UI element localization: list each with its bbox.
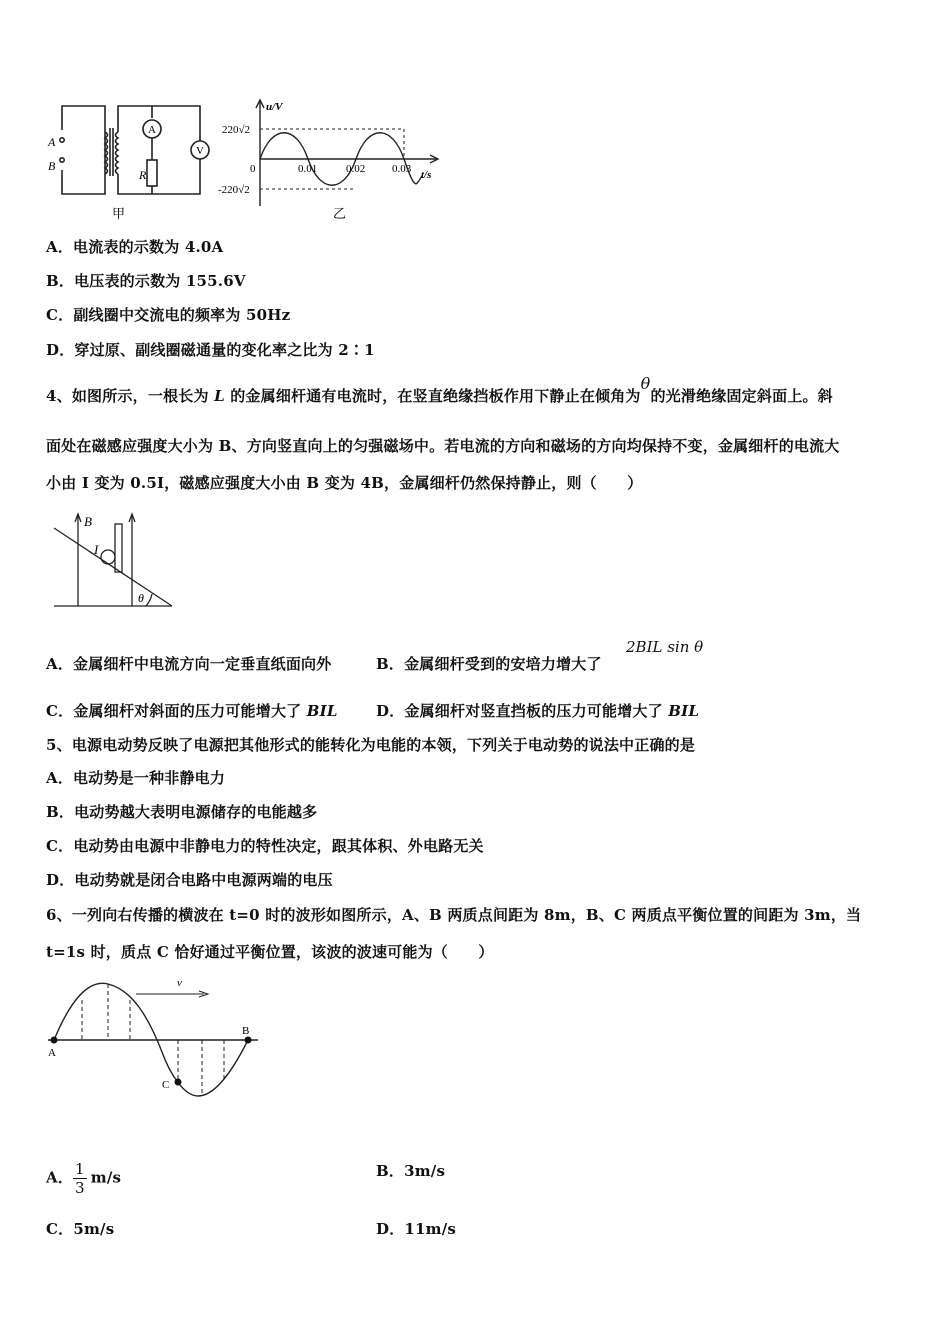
tick-label: 0.03 — [392, 163, 412, 175]
q5-option-d: D．电动势就是闭合电路中电源两端的电压 — [46, 871, 333, 889]
q5-stem: 5、电源电动势反映了电源把其他形式的能转化为电能的本领，下列关于电动势的说法中正确的是 — [46, 736, 696, 754]
q4-stem-line3: 小由 I 变为 0.5I，磁感应强度大小由 B 变为 4B，金属细杆仍然保持静止，则（ ） — [46, 474, 643, 492]
q4-stem-line2: 面处在磁感应强度大小为 B、方向竖直向上的匀强磁场中。若电流的方向和磁场的方向均保持不变，金属细杆的电流大 — [46, 437, 840, 455]
graph-caption: 乙 — [333, 206, 347, 221]
incline-figure — [48, 510, 178, 612]
x-axis-label: t/s — [421, 169, 432, 181]
point-c-label: C — [162, 1079, 170, 1091]
q6-option-b: B．3m/s — [376, 1162, 446, 1180]
point-b-label: B — [242, 1025, 250, 1037]
q4-option-a: A．金属细杆中电流方向一定垂直纸面向外 — [46, 655, 332, 673]
resistor-label: R — [139, 168, 147, 182]
q4-option-c: C．金属细杆对斜面的压力可能增大了 BIL — [46, 702, 338, 720]
q3-option-a: A．电流表的示数为 4.0A — [46, 238, 224, 256]
voltage-graph-figure — [218, 96, 448, 226]
q6-stem-line1: 6、一列向右传播的横波在 t=0 时的波形如图所示，A、B 两质点间距为 8m，B、C 两质点平衡位置的间距为 3m，当 — [46, 906, 862, 924]
point-a-label: A — [48, 1047, 56, 1059]
tick-label: 0.02 — [346, 163, 366, 175]
q6-option-d: D．11m/s — [376, 1220, 457, 1238]
q4-option-b-formula: 2BIL sin θ — [626, 638, 704, 656]
q4-option-d: D．金属细杆对竖直挡板的压力可能增大了 BIL — [376, 702, 700, 720]
terminal-a-label: A — [48, 135, 56, 149]
y-min-label: -220√2 — [218, 184, 250, 196]
wave-figure — [44, 972, 264, 1104]
q3-option-c: C．副线圈中交流电的频率为 50Hz — [46, 306, 291, 324]
tick-label: 0.01 — [298, 163, 318, 175]
y-max-label: 220√2 — [222, 124, 251, 136]
ammeter-label: A — [148, 124, 156, 136]
fraction-numerator: 1 — [75, 1160, 85, 1178]
circuit-caption: 甲 — [112, 206, 126, 221]
q6-option-c: C．5m/s — [46, 1220, 115, 1238]
origin-label: 0 — [250, 163, 256, 175]
q5-option-b: B．电动势越大表明电源储存的电能越多 — [46, 803, 318, 821]
fraction-denominator: 3 — [75, 1179, 85, 1197]
voltmeter-label: V — [196, 145, 204, 157]
theta-symbol: θ — [640, 374, 651, 393]
q4-option-b: B．金属细杆受到的安培力增大了 — [376, 655, 602, 673]
angle-label: θ — [138, 591, 144, 605]
q4-stem-line1: 4、如图所示，一根长为 L 的金属细杆通有电流时，在竖直绝缘挡板作用下静止在倾角为θ的光滑绝缘固定斜面上。斜 — [46, 374, 833, 405]
q6-stem-line2: t=1s 时，质点 C 恰好通过平衡位置，该波的波速可能为（ ） — [46, 943, 494, 961]
y-axis-label: u/V — [266, 101, 283, 113]
q3-option-d: D．穿过原、副线圈磁通量的变化率之比为 2∶1 — [46, 341, 375, 359]
terminal-b-label: B — [48, 159, 56, 173]
current-label: I — [94, 542, 99, 557]
q5-option-a: A．电动势是一种非静电力 — [46, 769, 226, 787]
transformer-circuit-figure — [40, 98, 220, 228]
q5-option-c: C．电动势由电源中非静电力的特性决定，跟其体积、外电路无关 — [46, 837, 484, 855]
field-label: B — [84, 514, 92, 529]
q6-option-a: A． $\frac{1}{3}$ m/s — [46, 1160, 122, 1197]
velocity-label: v — [177, 977, 182, 989]
q3-option-b: B．电压表的示数为 155.6V — [46, 272, 246, 290]
